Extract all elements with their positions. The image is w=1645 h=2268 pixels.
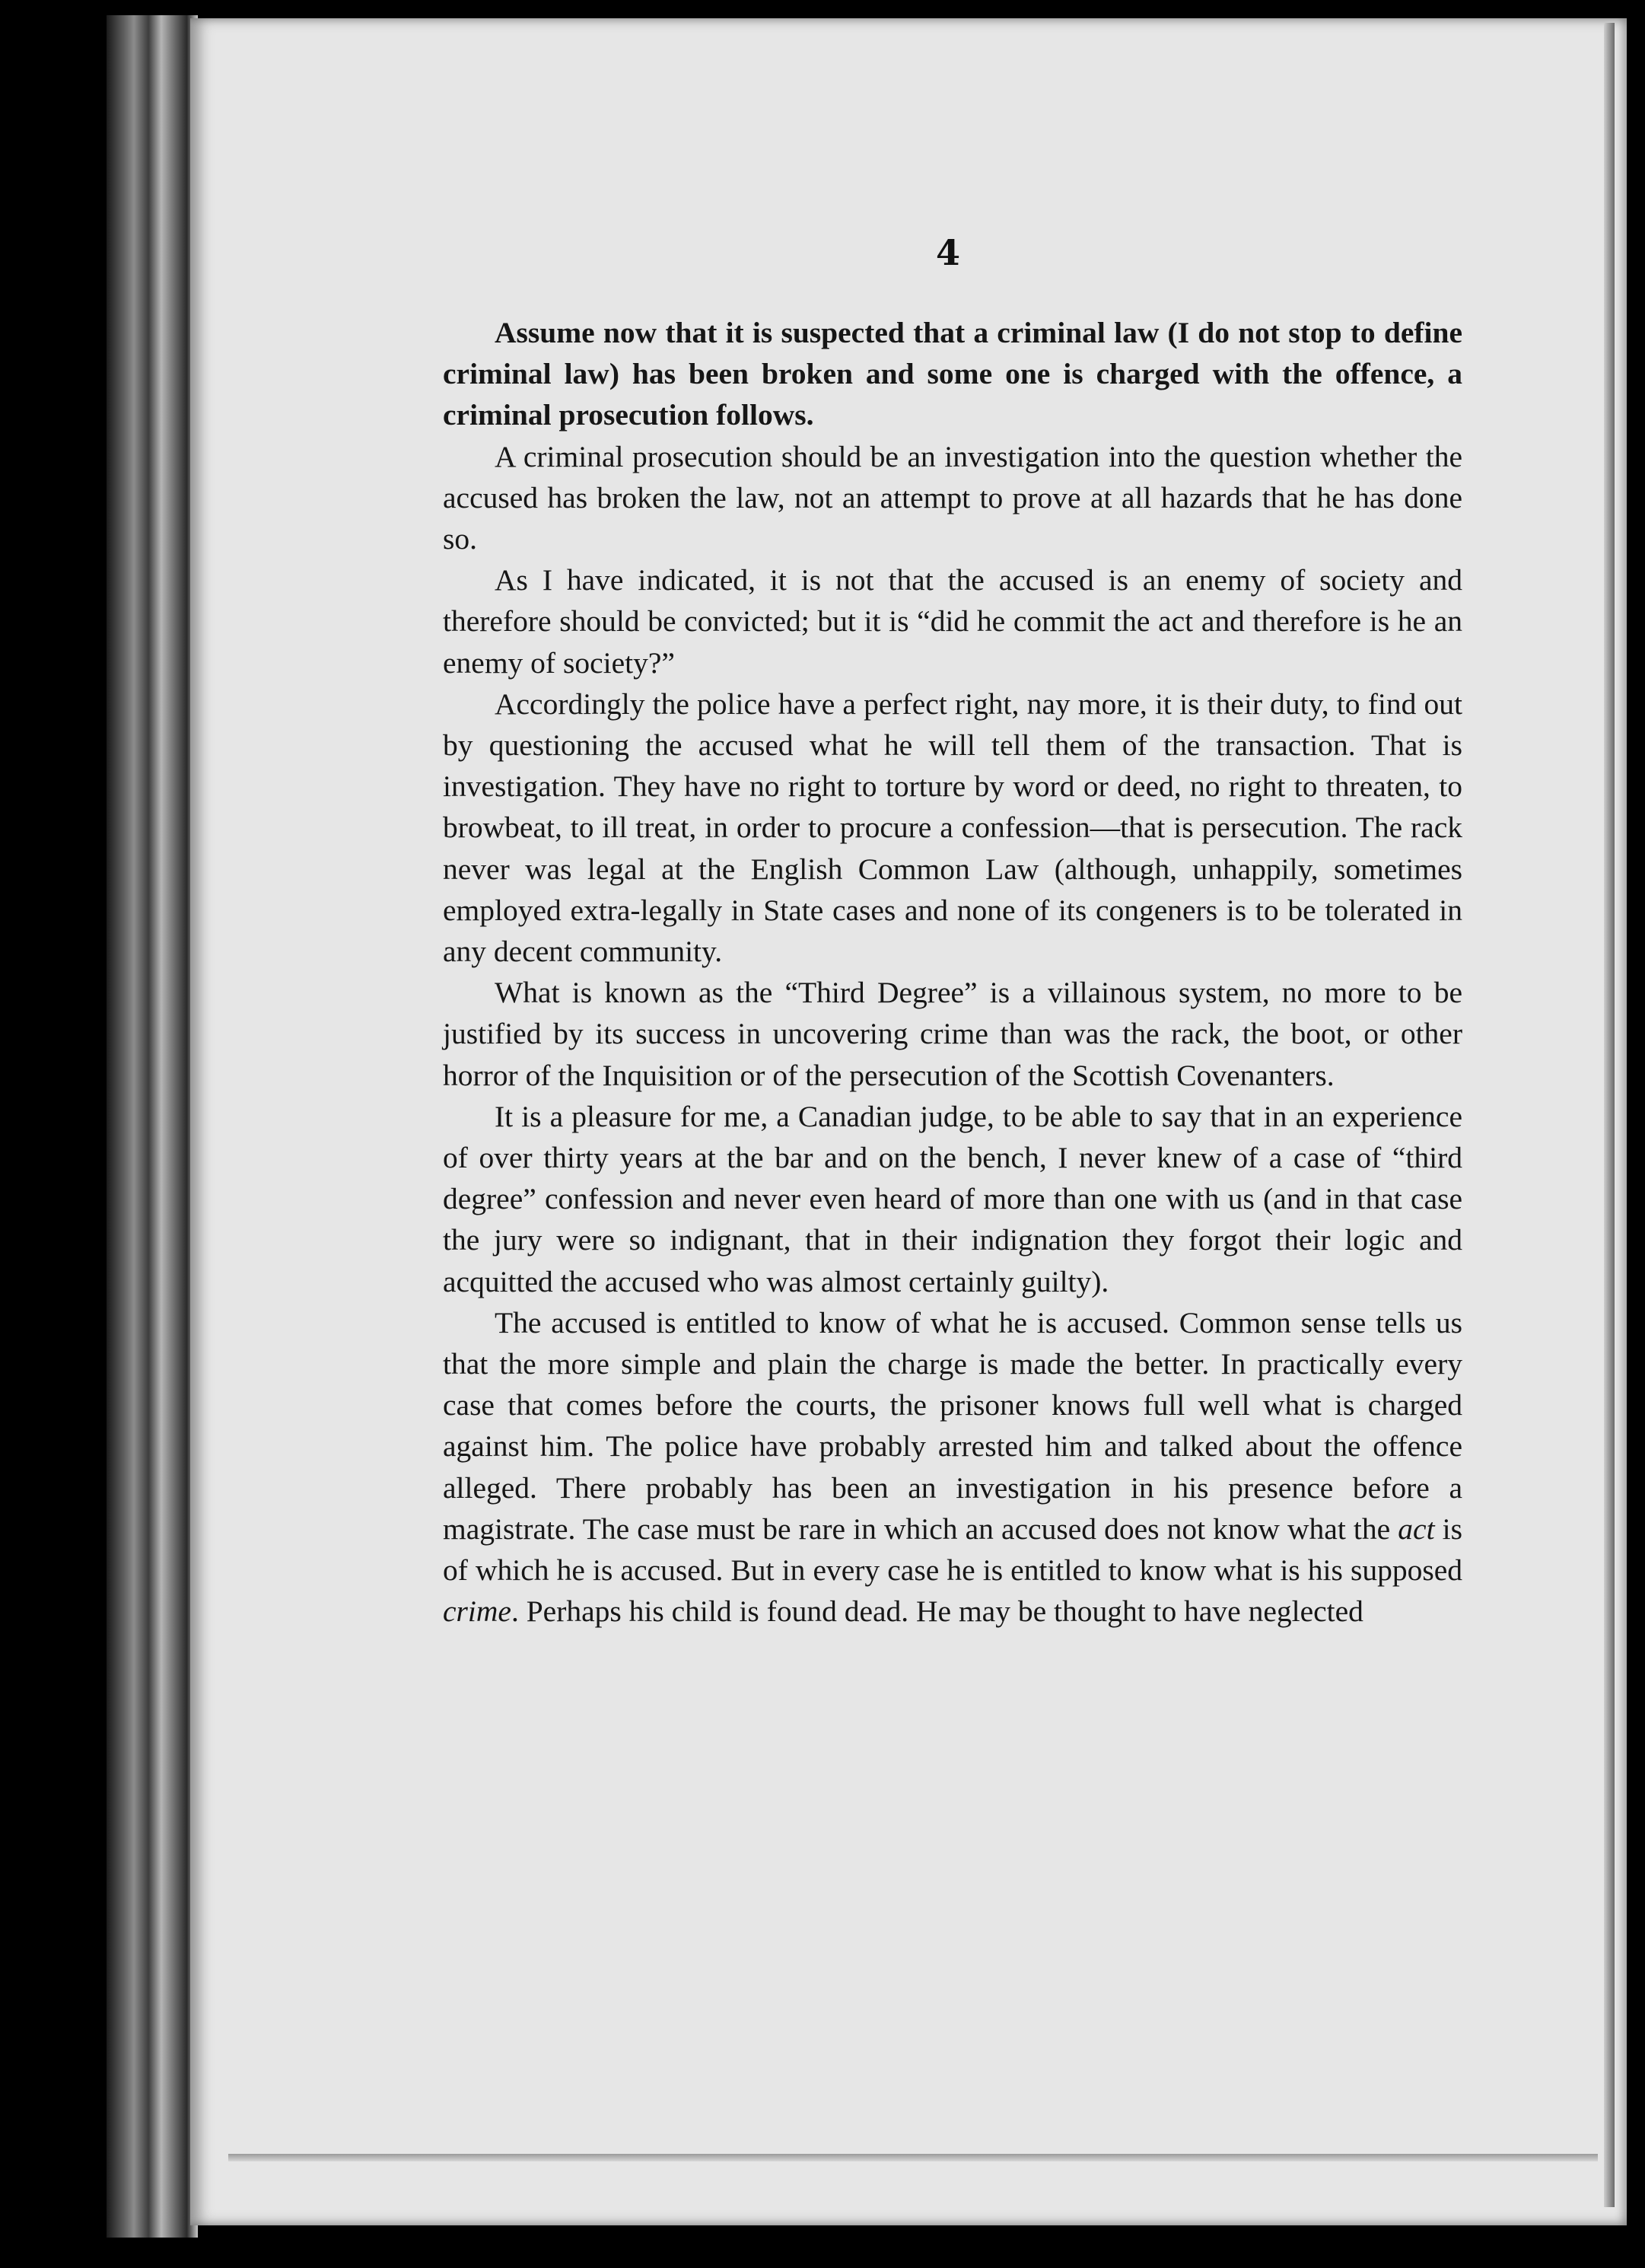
book-binding [107,15,198,2238]
paragraph-6: It is a pleasure for me, a Canadian judge, to be able to say that in an experience of over thirty years at the bar and on the bench, I never knew of a case of “third degree” confession and never even heard of more than one with us (and in that case the jury were so indignant, that in their indignation they forgot their logic and acquitted the accused who was almost certainly guilty). [443,1099,1462,1298]
page-edge-right [1604,23,1615,2207]
paragraph-7-text-a: The accused is entitled to know of what he is accused. Common sense tells us that the more simple and plain the charge is made the better. In practically every case that comes before the courts, the prisoner knows full well what is charged against him. The police have probably arrested him and talked about the offence alleged. There probably has been an investigation in his presence before a magistrate. The case must be rare in which an accused does not know what the [443,1305,1462,1546]
paragraph-4: Accordingly the police have a perfect right, nay more, it is their duty, to find out by questioning the accused what he will tell them of the transaction. That is investigation. They have no right to torture by word or deed, no right to threaten, to browbeat, to ill treat, in order to procure a confession—that is persecution. The rack never was legal at the English Common Law (although, unhappily, sometimes employed extra-legally in State cases and none of its congeners is to be tolerated in any decent community. [443,686,1462,969]
paragraph-7-text-b: is of which he is accused. But in every case he is entitled to know what is his supposed [443,1511,1463,1588]
paragraph-2: A criminal prosecution should be an investigation into the question whether the accused has broken the law, not an attempt to prove at all hazards that he has done so. [443,439,1462,556]
paragraph-1: Assume now that it is suspected that a criminal law (I do not stop to define criminal law) has been broken and some one is charged with the offence, a criminal prosecution follows. [443,316,1462,432]
paragraph-3: As I have indicated, it is not that the accused is an enemy of society and therefore should be convicted; but it is “did he commit the act and therefore is he an enemy of society?” [443,563,1462,680]
italic-act: act [1398,1511,1435,1546]
page-edge-bottom [228,2154,1598,2161]
page-number: 4 [936,232,961,273]
paragraph-5: What is known as the “Third Degree” is a villainous system, no more to be justified by its success in uncovering crime than was the rack, the boot, or other horror of the Inquisition or of the persecution of the Scottish Covenanters. [443,976,1462,1092]
paragraph-7 [443,1302,1462,1633]
paragraph-7-text-c: . Perhaps his child is found dead. He may be thought to have neglected [511,1594,1363,1629]
body-text [443,312,1462,1633]
italic-crime: crime [443,1594,511,1629]
